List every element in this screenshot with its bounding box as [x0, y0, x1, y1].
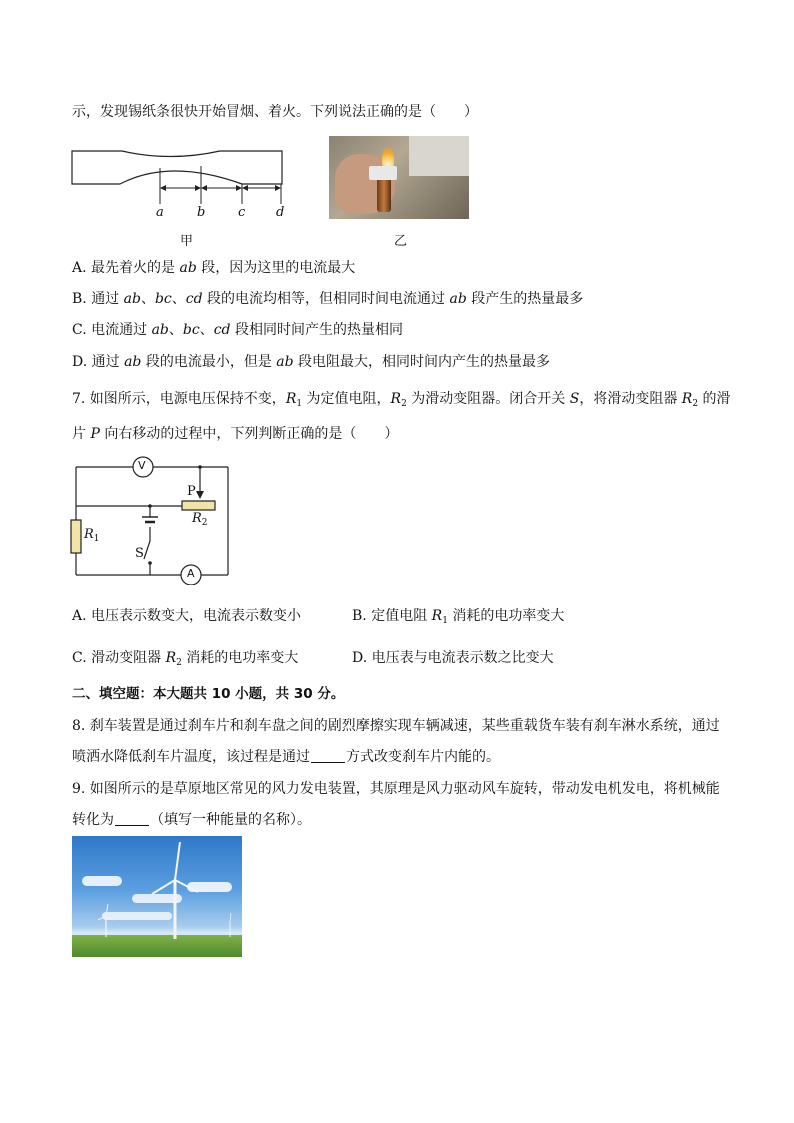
photo-foil — [369, 166, 397, 180]
r1-resistor — [71, 520, 81, 553]
q7-option-a: A. 电压表示数变大，电流表示数变小 — [72, 608, 302, 624]
marker-lines — [160, 166, 281, 204]
photo-battery — [377, 176, 391, 212]
q6-option-d: D. 通过 ab 段的电流最小，但是 ab 段电阻最大，相同时间内产生的热量最多 — [72, 354, 551, 370]
circuit-diagram — [68, 455, 238, 585]
r2-label: $R_2$ — [192, 511, 208, 528]
strip-outline — [72, 151, 282, 184]
slider-label-p: P — [187, 484, 196, 499]
label-c: c — [238, 205, 246, 220]
q7-option-d: D. 电压表与电流表示数之比变大 — [352, 650, 554, 666]
wind-turbine-silhouettes — [72, 836, 242, 957]
q8-line1: 8. 刹车装置是通过刹车片和刹车盘之间的剧烈摩擦实现车辆减速，某些重载货车装有刹车淋水系统，通过 — [72, 718, 720, 734]
q6-option-a: A. 最先着火的是 ab 段，因为这里的电流最大 — [72, 260, 356, 276]
q9-answer-blank[interactable] — [115, 811, 149, 826]
r2-slide-rheostat — [182, 501, 215, 510]
r1-label: $R_1$ — [84, 527, 100, 544]
photo-wall — [409, 136, 469, 176]
q9-line1: 9. 如图所示的是草原地区常见的风力发电装置，其原理是风力驱动风车旋转，带动发电机发电，将机械能 — [72, 781, 720, 797]
slider-arrow — [196, 491, 204, 499]
ammeter-label: A — [187, 567, 195, 580]
fig-caption-jia: 甲 — [180, 234, 194, 249]
tin-foil-battery-photo — [329, 136, 469, 219]
q8-answer-blank[interactable] — [311, 748, 345, 763]
q6-stem-continuation: 示，发现锡纸条很快开始冒烟、着火。下列说法正确的是（ ） — [72, 104, 478, 120]
section-heading-fill-in: 二、填空题：本大题共 10 小题，共 30 分。 — [72, 686, 345, 702]
q9-line2: 转化为 （填写一种能量的名称）。 — [72, 812, 311, 828]
q8-line2: 喷洒水降低刹车片温度，该过程是通过 方式改变刹车片内能的。 — [72, 749, 500, 765]
q7-stem-line1: 7. 如图所示，电源电压保持不变，$R_1$ 为定值电阻，$R_2$ 为滑动变阻器。闭合开关 S，将滑动变阻器 $R_2$ 的滑 — [72, 391, 731, 409]
label-b: b — [197, 205, 206, 220]
voltmeter-label: V — [138, 459, 146, 472]
q6-option-c: C. 电流通过 ab、bc、cd 段相同时间产生的热量相同 — [72, 322, 403, 338]
tin-foil-strip-diagram — [70, 148, 290, 222]
wind-turbine-photo — [72, 836, 242, 957]
switch-label: S — [135, 546, 144, 561]
label-d: d — [276, 205, 285, 220]
q6-option-b: B. 通过 ab、bc、cd 段的电流均相等，但相同时间电流通过 ab 段产生的热量最多 — [72, 291, 584, 307]
fig-caption-yi: 乙 — [394, 234, 408, 249]
q7-option-c: C. 滑动变阻器 $R_2$ 消耗的电功率变大 — [72, 650, 299, 668]
q7-option-b: B. 定值电阻 $R_1$ 消耗的电功率变大 — [352, 608, 565, 626]
label-a: a — [156, 205, 164, 220]
q7-stem-line2: 片 P 向右移动的过程中，下列判断正确的是（ ） — [72, 426, 399, 442]
